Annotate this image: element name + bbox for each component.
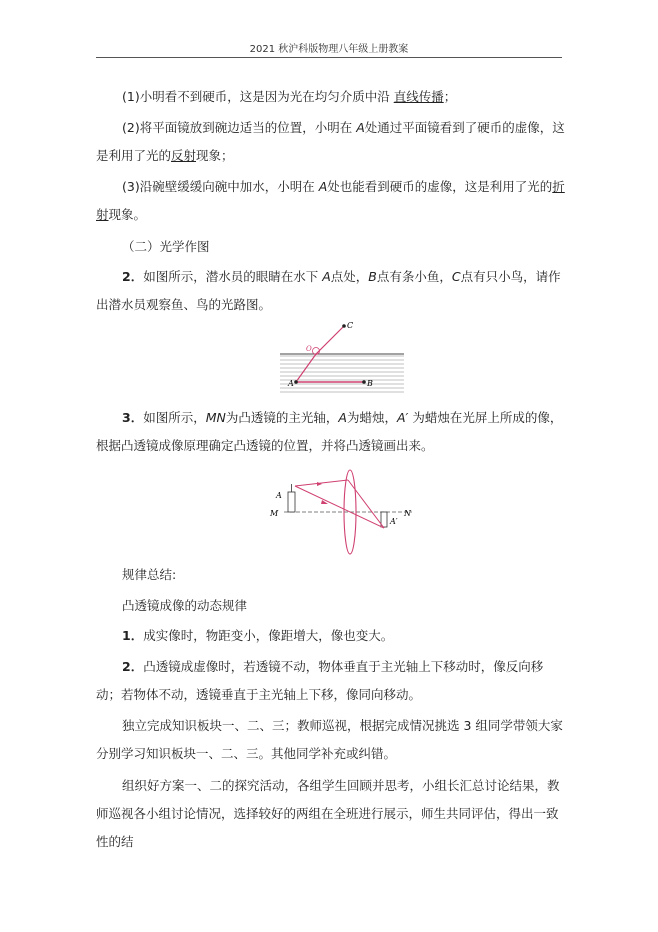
- q3-answer: 折射: [96, 179, 565, 222]
- problem-2-number: 2．: [122, 269, 144, 284]
- point-b-dot: [362, 380, 366, 384]
- q1-text: (1)小明看不到硬币，这是因为光在均匀介质中沿: [122, 89, 394, 104]
- p2-point-b: B: [368, 269, 377, 284]
- problem-3-text-d: 为蜡烛在光屏上所成的像，根据凸透镜成像原理确定凸透镜的位置，并将凸透镜画出来。: [96, 410, 563, 453]
- q2-text-mid: 处通过平面镜看到了硬币的虚像，这是利用了光的: [96, 120, 565, 163]
- rule-1: [96, 622, 566, 650]
- q1-end: ；: [443, 89, 457, 104]
- problem-3-text-c: 为蜡烛，: [346, 410, 397, 425]
- summary-subheading: 凸透镜成像的动态规律: [122, 598, 248, 613]
- header-divider: [96, 57, 562, 58]
- question-1: [96, 83, 566, 111]
- problem-2-text-b: 点处，: [330, 269, 369, 284]
- p2-point-c: C: [451, 269, 461, 284]
- parallel-ray: [295, 480, 348, 486]
- refracted-ray: [348, 480, 384, 528]
- q2-answer: 反射: [171, 148, 197, 163]
- problem-2-text: 如图所示，潜水员的眼睛在水下: [143, 269, 323, 284]
- lens-diagram: [268, 466, 416, 556]
- rule-2-text: 凸透镜成虚像时，若透镜不动，物体垂直于主光轴上下移动时，像反向移动；若物体不动，透镜垂直于主光轴上下移，像同向移动。: [96, 659, 544, 702]
- rule-1-number: 1．: [122, 628, 144, 643]
- problem-3-number: 3．: [122, 410, 144, 425]
- label-a: A: [288, 379, 294, 388]
- label-b: B: [367, 379, 373, 388]
- q2-point-a: A: [356, 120, 365, 135]
- label-a-prime: A′: [390, 517, 398, 526]
- label-c: C: [347, 321, 354, 330]
- problem-2: [96, 263, 566, 319]
- q3-text-mid: 处也能看到硬币的虚像，这是利用了光的: [327, 179, 553, 194]
- q2-text: (2)将平面镜放到碗边适当的位置，小明在: [122, 120, 357, 135]
- problem-3-text: 如图所示，: [143, 410, 206, 425]
- problem-3-text-b: 为凸透镜的主光轴，: [225, 410, 339, 425]
- rule-2-number: 2．: [122, 659, 144, 674]
- p3-axis-mn: MN: [205, 410, 226, 425]
- label-o: O: [306, 345, 312, 353]
- problem-2-text-c: 点有条小鱼，: [376, 269, 452, 284]
- question-3: [96, 173, 566, 229]
- q3-end: 现象。: [108, 207, 147, 222]
- q3-text: (3)沿碗壁缓缓向碗中加水，小明在: [122, 179, 319, 194]
- section-title: （二）光学作图: [122, 239, 210, 254]
- label-n: N: [404, 509, 411, 518]
- question-2: [96, 114, 566, 170]
- q3-point-a: A: [318, 179, 328, 194]
- incident-ray: [316, 326, 344, 354]
- q1-answer: 直线传播: [393, 89, 444, 104]
- candle: [288, 492, 295, 512]
- q2-end: 现象；: [196, 148, 234, 163]
- paragraph-1: 独立完成知识板块一、二、三；教师巡视，根据完成情况挑选 3 组同学带领大家分别学习知识板块一、二、三。其他同学补充或纠错。: [96, 718, 563, 761]
- point-c-dot: [342, 324, 346, 328]
- label-a: A: [276, 491, 282, 500]
- problem-3: [96, 404, 566, 460]
- rule-2: [96, 653, 566, 709]
- diver-diagram: [280, 318, 404, 394]
- water-area: [280, 354, 404, 394]
- p3-point-a-prime: A′: [396, 410, 409, 425]
- p2-point-a: A: [322, 269, 331, 284]
- center-ray: [295, 486, 384, 528]
- summary-heading: 规律总结:: [122, 567, 177, 582]
- problem-2-text-d: 点有只小鸟，请作出潜水员观察鱼、鸟的光路图。: [96, 269, 561, 312]
- label-m: M: [270, 509, 279, 518]
- paragraph-2: 组织好方案一、二的探究活动，各组学生回顾并思考，小组长汇总讨论结果，教师巡视各小组讨论情况，选择较好的两组在全班进行展示，师生共同评估，得出一致性的结: [96, 778, 560, 849]
- page-header: 2021 秋沪科版物理八年级上册教案: [249, 44, 409, 55]
- point-a-dot: [294, 380, 298, 384]
- rule-1-text: 成实像时，物距变小，像距增大，像也变大。: [143, 628, 394, 643]
- p3-point-a: A: [338, 410, 347, 425]
